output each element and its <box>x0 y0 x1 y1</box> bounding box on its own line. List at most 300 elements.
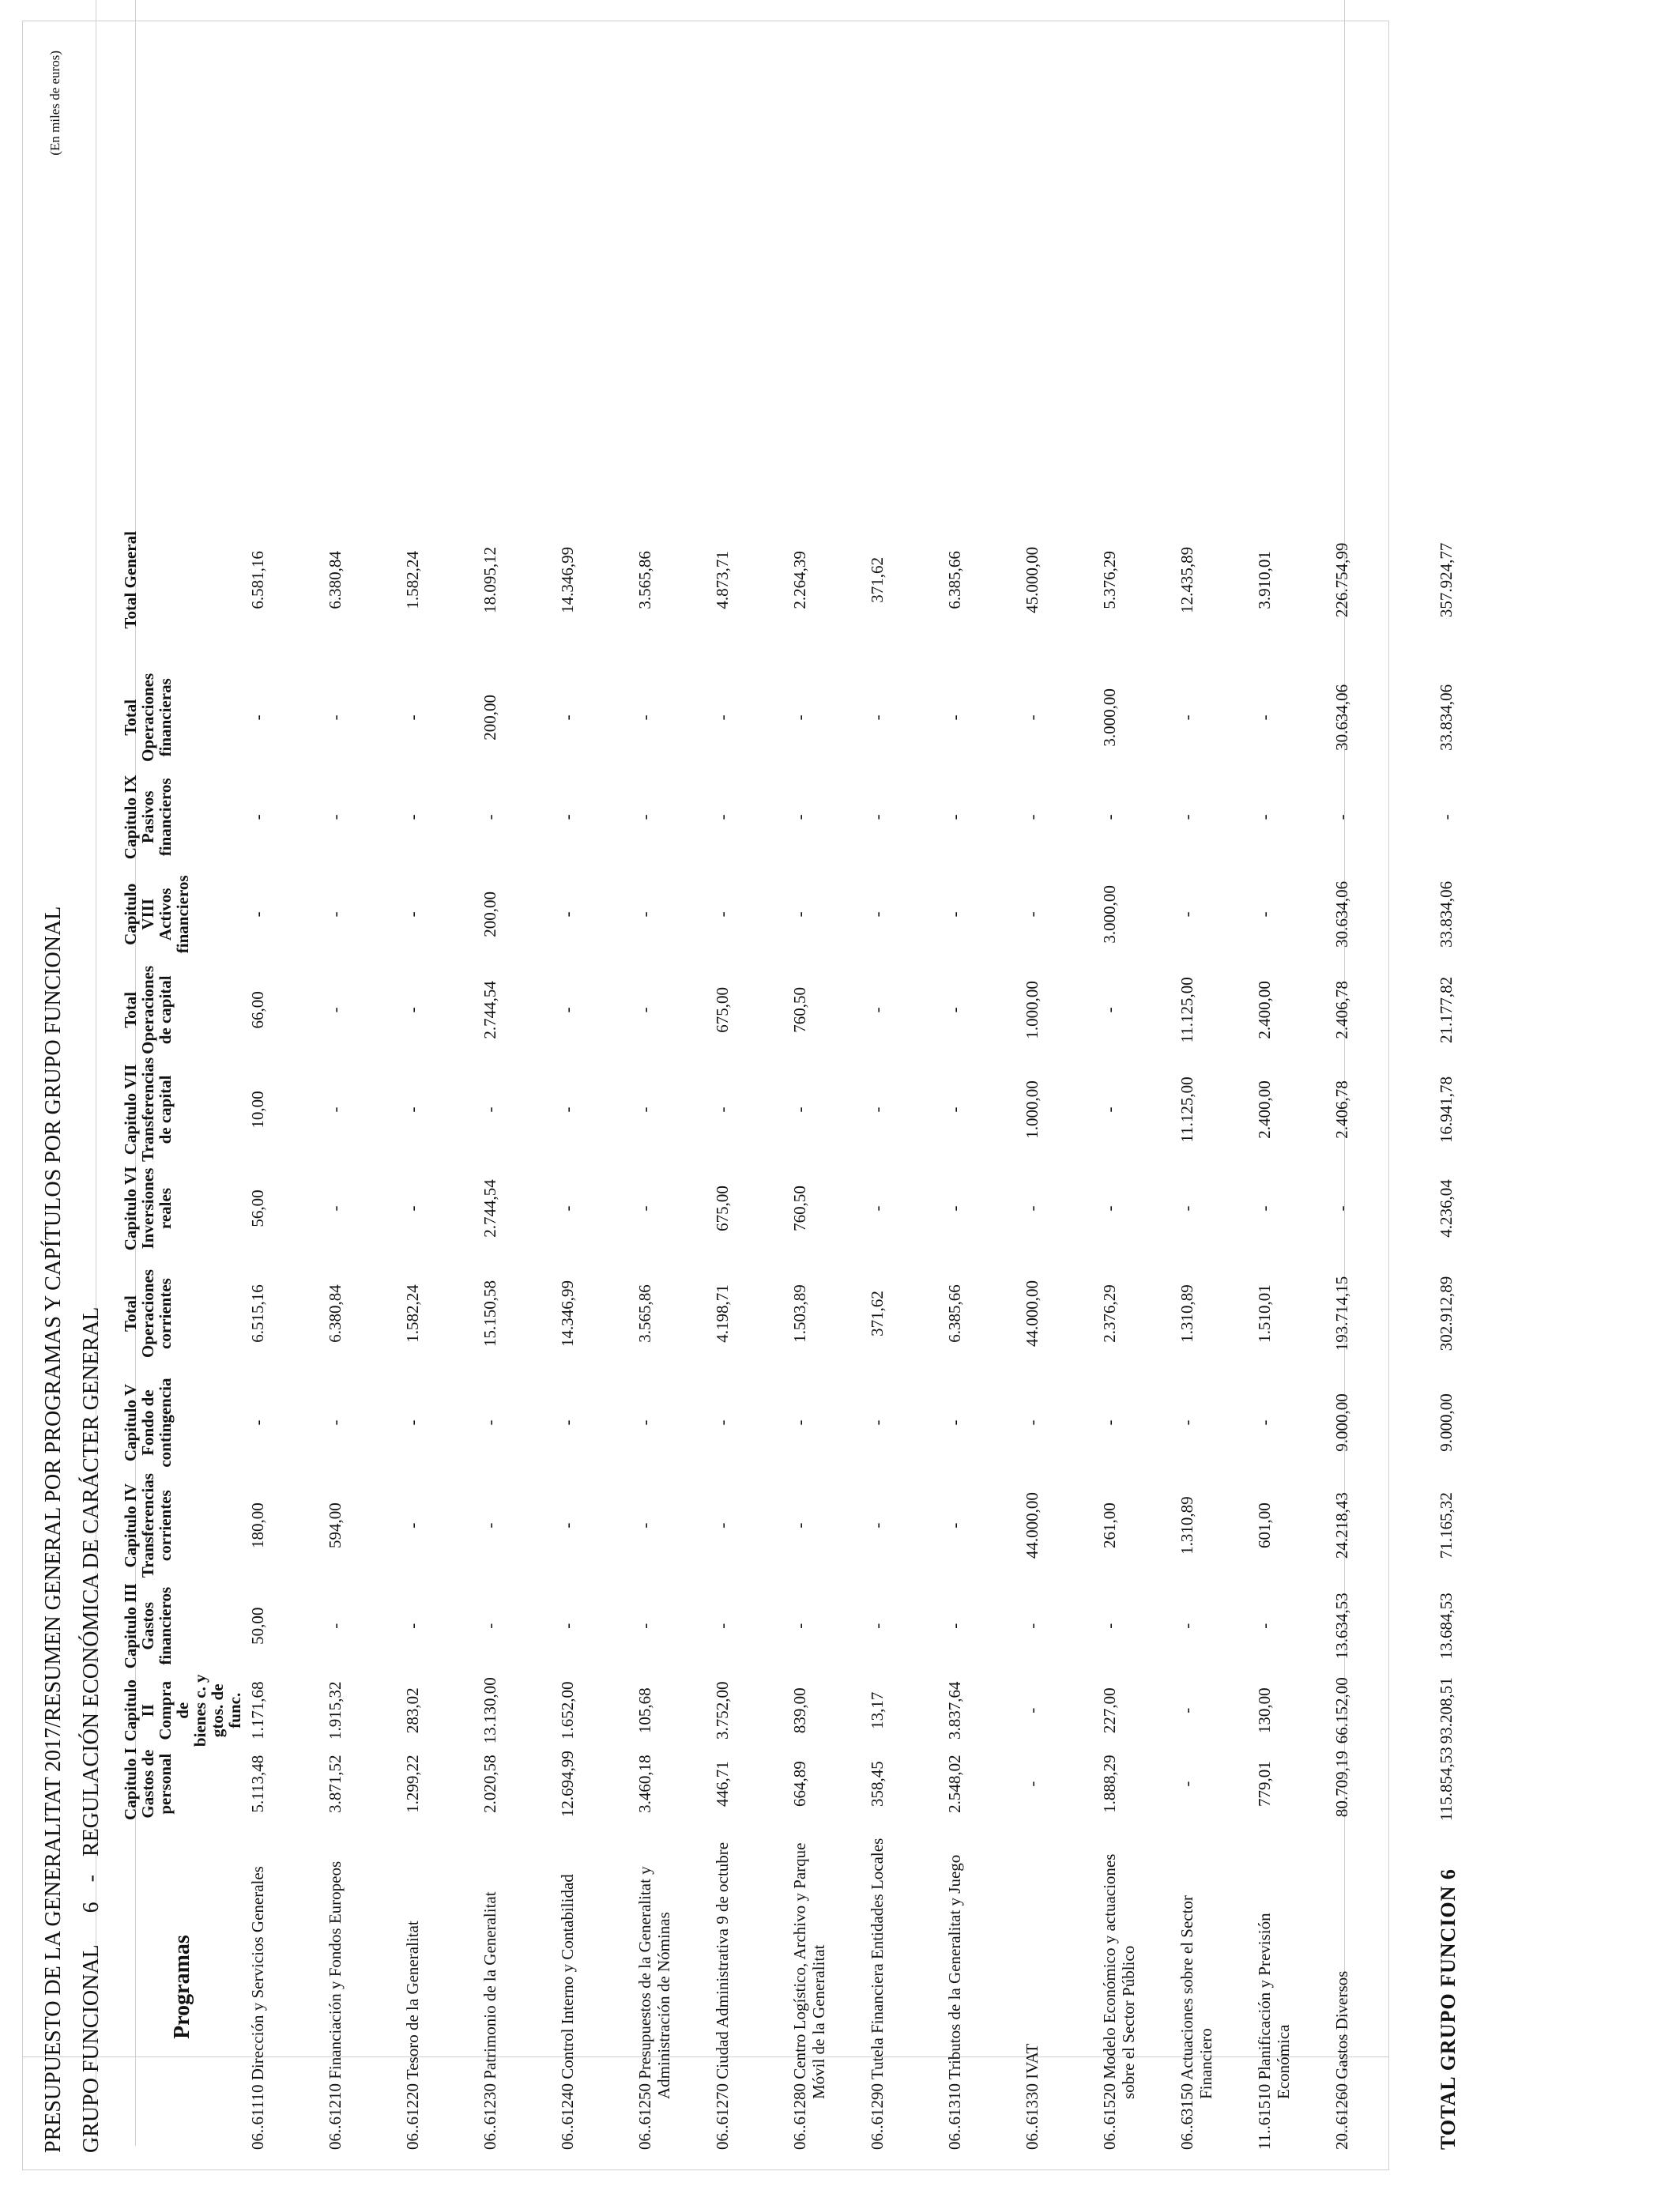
value-cell: 2.548,02 <box>945 1755 965 1813</box>
value-cell: 1.582,24 <box>403 1284 423 1343</box>
program-code: 06..61240 <box>558 2083 578 2150</box>
header-line: Compra de <box>156 1680 193 1740</box>
value-cell: - <box>326 814 345 820</box>
value-cell: - <box>558 1623 578 1629</box>
value-cell: - <box>945 814 965 820</box>
value-cell: 446,71 <box>713 1761 733 1808</box>
value-cell: - <box>1023 714 1042 721</box>
program-name-cell <box>1250 1821 1328 2153</box>
value-cell: 371,62 <box>868 1291 887 1336</box>
header-line: Capitulo VIII <box>121 883 158 945</box>
value-cell: 227,00 <box>1100 1687 1120 1734</box>
table-row <box>1328 242 1405 2153</box>
value-cell: 1.171,68 <box>248 1681 268 1740</box>
value-cell: 6.385,66 <box>945 1284 965 1343</box>
value-cell: 2.744,54 <box>480 1179 500 1238</box>
table-row <box>553 242 631 2153</box>
value-cell: 11.125,00 <box>1177 1076 1197 1143</box>
table-row <box>476 242 553 2153</box>
column-header-capitulo-vii <box>122 1057 243 1162</box>
value-cell: - <box>790 1106 810 1113</box>
program-code: 11..61510 <box>1255 2083 1275 2150</box>
spacer-cell <box>553 242 631 493</box>
value-cell: 601,00 <box>1255 1502 1275 1549</box>
column-header-capitulo-ix <box>122 768 243 866</box>
value-cell: - <box>248 911 268 918</box>
program-name: Presupuestos de la Generalitat y <box>635 1866 655 2079</box>
value-cell: 15.150,58 <box>480 1280 500 1348</box>
program-name: Actuaciones sobre el Sector <box>1177 1895 1197 2080</box>
value-cell: - <box>635 911 655 918</box>
value-cell: 66,00 <box>248 991 268 1029</box>
value-cell: 9.000,00 <box>1332 1393 1352 1452</box>
value-cell: 105,68 <box>635 1687 655 1734</box>
table-row <box>398 242 476 2153</box>
value-cell: - <box>868 911 887 918</box>
value-cell: - <box>868 1106 887 1113</box>
program-name: Gastos Diversos <box>1332 1970 1352 2079</box>
program-name-cell <box>631 1821 708 2153</box>
value-cell: - <box>945 1205 965 1212</box>
value-cell: - <box>868 1419 887 1426</box>
value-cell: 44.000,00 <box>1023 1280 1042 1348</box>
column-header-capitulo-i <box>122 1747 243 1821</box>
program-name-cell <box>398 1821 476 2153</box>
header-line: Capitulo IV <box>121 1483 140 1568</box>
value-cell: 760,50 <box>790 986 810 1033</box>
value-cell: - <box>558 1106 578 1113</box>
header-line: Operaciones <box>138 1269 158 1359</box>
program-name: Planificación y Previsión <box>1255 1913 1275 2080</box>
table-row <box>1018 242 1095 2153</box>
value-cell: - <box>326 911 345 918</box>
program-name: Financiación y Fondos Europeos <box>326 1860 345 2079</box>
value-cell: - <box>480 814 500 820</box>
value-cell: - <box>1255 911 1275 918</box>
value-cell: 839,00 <box>790 1687 810 1734</box>
value-cell: - <box>1023 1205 1042 1212</box>
value-cell: 193.714,15 <box>1332 1276 1352 1351</box>
header-line: reales <box>156 1188 175 1230</box>
value-cell: - <box>1023 911 1042 918</box>
value-cell: - <box>1177 911 1197 918</box>
value-cell: 200,00 <box>480 694 500 741</box>
value-cell: - <box>945 1623 965 1629</box>
column-header-total-capital <box>122 963 243 1057</box>
program-name: Administración de Nóminas <box>654 1912 674 2099</box>
value-cell: - <box>1100 814 1120 820</box>
header-line: Activos <box>156 888 175 941</box>
header-line: Capitulo I <box>121 1747 140 1820</box>
total-value-cell: 33.834,06 <box>1437 684 1456 751</box>
program-name: Tutela Financiera Entidades Locales <box>868 1838 887 2080</box>
value-cell: - <box>945 714 965 721</box>
value-cell: - <box>1255 1205 1275 1212</box>
value-cell: - <box>790 714 810 721</box>
header-line: Capitulo VI <box>121 1166 140 1251</box>
value-cell: - <box>790 1623 810 1629</box>
column-header-capitulo-v <box>122 1372 243 1473</box>
value-cell: - <box>480 1419 500 1426</box>
spacer-cell <box>785 242 863 493</box>
value-cell: - <box>1332 814 1352 820</box>
value-cell: - <box>1177 1623 1197 1629</box>
value-cell: 1.000,00 <box>1023 1080 1042 1139</box>
value-cell: - <box>868 714 887 721</box>
value-cell: 1.503,89 <box>790 1284 810 1343</box>
table-row <box>631 242 708 2153</box>
spacer-cell <box>476 242 553 493</box>
value-cell: 3.565,86 <box>635 551 655 609</box>
value-cell: 6.380,84 <box>326 1284 345 1343</box>
value-cell: - <box>403 1623 423 1629</box>
value-cell: - <box>1177 814 1197 820</box>
total-value-cell: 115.854,53 <box>1437 1747 1456 1821</box>
value-cell: 1.310,89 <box>1177 1284 1197 1343</box>
value-cell: - <box>1255 814 1275 820</box>
program-code: 06..63150 <box>1177 2083 1197 2150</box>
value-cell: - <box>403 814 423 820</box>
value-cell: - <box>403 1007 423 1013</box>
header-line: Transferencias <box>138 1473 158 1578</box>
total-value-cell: 357.924,77 <box>1437 542 1456 618</box>
header-line: Pasivos <box>138 790 158 844</box>
value-cell: - <box>480 1522 500 1529</box>
value-cell: 3.871,52 <box>326 1755 345 1813</box>
header-line: financieros <box>156 1586 175 1665</box>
value-cell: - <box>558 1205 578 1212</box>
program-name-cell <box>708 1821 785 2153</box>
value-cell: - <box>635 714 655 721</box>
value-cell: - <box>1100 1419 1120 1426</box>
value-cell: - <box>713 1522 733 1529</box>
program-name: IVAT <box>1023 2043 1042 2079</box>
program-code: 06..61290 <box>868 2083 887 2150</box>
table-row <box>1173 242 1250 2153</box>
total-value-cell: 302.912,89 <box>1437 1276 1456 1351</box>
value-cell: - <box>1100 1205 1120 1212</box>
value-cell: 3.910,01 <box>1255 551 1275 609</box>
value-cell: - <box>635 814 655 820</box>
column-header-capitulo-iii <box>122 1578 243 1674</box>
value-cell: - <box>248 714 268 721</box>
spacer-cell <box>398 242 476 493</box>
value-cell: - <box>790 1419 810 1426</box>
total-value-cell: 21.177,82 <box>1437 976 1456 1043</box>
total-label: TOTAL GRUPO FUNCION 6 <box>1437 1868 1460 2150</box>
value-cell: - <box>1255 714 1275 721</box>
header-line: financieros <box>156 778 175 857</box>
header-line: Operaciones <box>138 673 158 762</box>
total-value-cell: 16.941,78 <box>1437 1076 1456 1143</box>
grupo-name: REGULACIÓN ECONÓMICA DE CARÁCTER GENERAL <box>79 1306 104 1857</box>
value-cell: 594,00 <box>326 1502 345 1549</box>
value-cell: 13,17 <box>868 1691 887 1729</box>
value-cell: 3.752,00 <box>713 1681 733 1740</box>
header-line: contingencia <box>156 1378 175 1468</box>
header-line: de capital <box>156 1075 175 1144</box>
value-cell: - <box>1177 1707 1197 1713</box>
program-code: 06..61310 <box>945 2083 965 2150</box>
value-cell: 3.565,86 <box>635 1284 655 1343</box>
value-cell: 2.406,78 <box>1332 1080 1352 1139</box>
value-cell: - <box>635 1623 655 1629</box>
total-value-cell: 9.000,00 <box>1437 1393 1456 1452</box>
value-cell: 180,00 <box>248 1502 268 1549</box>
value-cell: 779,01 <box>1255 1761 1275 1808</box>
value-cell: 1.652,00 <box>558 1681 578 1740</box>
header-line: Gastos <box>138 1601 158 1650</box>
value-cell: - <box>326 1106 345 1113</box>
value-cell: 10,00 <box>248 1091 268 1129</box>
value-cell: 66.152,00 <box>1332 1677 1352 1744</box>
value-cell: - <box>1255 1623 1275 1629</box>
value-cell: 1.310,89 <box>1177 1496 1197 1555</box>
header-line: Capitulo III <box>121 1583 140 1669</box>
header-line: Total General <box>121 531 140 629</box>
value-cell: 283,02 <box>403 1687 423 1734</box>
value-cell: 5.113,48 <box>248 1755 268 1813</box>
program-name-cell <box>1173 1821 1250 2153</box>
value-cell: 45.000,00 <box>1023 546 1042 613</box>
value-cell: 18.095,12 <box>480 546 500 613</box>
value-cell: 13.130,00 <box>480 1677 500 1744</box>
value-cell: 44.000,00 <box>1023 1492 1042 1559</box>
value-cell: - <box>945 1419 965 1426</box>
value-cell: - <box>868 1623 887 1629</box>
budget-table <box>122 242 1516 2153</box>
value-cell: - <box>635 1419 655 1426</box>
value-cell: 2.376,29 <box>1100 1284 1120 1343</box>
value-cell: - <box>1100 1007 1120 1013</box>
value-cell: - <box>1023 1419 1042 1426</box>
value-cell: 14.346,99 <box>558 546 578 613</box>
value-cell: - <box>403 1419 423 1426</box>
value-cell: 24.218,43 <box>1332 1492 1352 1559</box>
header-line: Transferencias <box>138 1057 158 1163</box>
total-value-cell: 93.208,51 <box>1437 1677 1456 1744</box>
value-cell: - <box>403 1522 423 1529</box>
spacer-cell <box>631 242 708 493</box>
program-code: 20..61260 <box>1332 2083 1352 2150</box>
program-name: Tesoro de la Generalitat <box>403 1921 423 2080</box>
value-cell: 14.346,99 <box>558 1280 578 1348</box>
spacer-cell <box>1018 242 1095 493</box>
value-cell: 664,89 <box>790 1761 810 1808</box>
value-cell: 12.435,89 <box>1177 546 1197 613</box>
value-cell: - <box>403 1106 423 1113</box>
value-cell: 371,62 <box>868 556 887 603</box>
value-cell: - <box>558 1007 578 1013</box>
grupo-label: GRUPO FUNCIONAL <box>79 1945 104 2153</box>
value-cell: - <box>480 1623 500 1629</box>
spacer-cell <box>708 242 785 493</box>
value-cell: - <box>868 814 887 820</box>
value-cell: 6.515,16 <box>248 1284 268 1343</box>
program-name: Control Interno y Contabilidad <box>558 1874 578 2079</box>
header-line: personal <box>156 1753 175 1815</box>
value-cell: - <box>558 714 578 721</box>
total-row <box>1405 242 1516 2153</box>
value-cell: 2.020,58 <box>480 1755 500 1813</box>
spacer-cell <box>1250 242 1328 493</box>
value-cell: 2.400,00 <box>1255 1080 1275 1139</box>
program-name-cell <box>863 1821 940 2153</box>
header-line: bienes c. y <box>190 1674 210 1747</box>
program-name-cell <box>1328 1821 1405 2153</box>
program-code: 06..61330 <box>1023 2083 1042 2150</box>
program-name-cell <box>321 1821 398 2153</box>
value-cell: - <box>790 1522 810 1529</box>
value-cell: - <box>558 1419 578 1426</box>
value-cell: 675,00 <box>713 1186 733 1231</box>
column-header-total-general <box>122 493 243 667</box>
value-cell: - <box>713 911 733 918</box>
header-line: Total <box>121 991 140 1028</box>
value-cell: - <box>790 814 810 820</box>
value-cell: 358,45 <box>868 1761 887 1808</box>
program-name: Económica <box>1274 2024 1294 2099</box>
program-code: 06..61250 <box>635 2083 655 2150</box>
value-cell: - <box>713 1419 733 1426</box>
total-value-cell: 4.236,04 <box>1437 1179 1456 1238</box>
table-row <box>1250 242 1328 2153</box>
value-cell: 1.000,00 <box>1023 981 1042 1039</box>
value-cell: - <box>945 1106 965 1113</box>
total-value-cell: 71.165,32 <box>1437 1492 1456 1559</box>
program-name: Modelo Económico y actuaciones <box>1100 1853 1120 2079</box>
header-line: Total <box>121 1295 140 1333</box>
spacer-cell <box>321 242 398 493</box>
value-cell: - <box>403 1205 423 1212</box>
value-cell: - <box>248 814 268 820</box>
value-cell: 1.582,24 <box>403 551 423 609</box>
value-cell: - <box>1177 1205 1197 1212</box>
value-cell: - <box>945 1522 965 1529</box>
header-line: corrientes <box>156 1490 175 1562</box>
column-header-programas: Programas <box>170 1935 195 2039</box>
value-cell: 2.400,00 <box>1255 981 1275 1039</box>
value-cell: 1.888,29 <box>1100 1755 1120 1813</box>
value-cell: 4.873,71 <box>713 551 733 609</box>
value-cell: - <box>1100 1106 1120 1113</box>
program-name-cell <box>1095 1821 1173 2153</box>
program-code: 06..61220 <box>403 2083 423 2150</box>
value-cell: - <box>635 1522 655 1529</box>
value-cell: 5.376,29 <box>1100 551 1120 609</box>
value-cell: 760,50 <box>790 1186 810 1231</box>
value-cell: - <box>558 1522 578 1529</box>
value-cell: - <box>1177 714 1197 721</box>
value-cell: 2.264,39 <box>790 551 810 609</box>
value-cell: 3.460,18 <box>635 1755 655 1813</box>
header-line: Capitulo II <box>121 1679 158 1742</box>
value-cell: - <box>1100 1623 1120 1629</box>
value-cell: - <box>713 1623 733 1629</box>
value-cell: 1.299,22 <box>403 1755 423 1813</box>
table-row <box>243 242 321 2153</box>
value-cell: 200,00 <box>480 891 500 937</box>
header-line: Gastos de <box>138 1749 158 1819</box>
value-cell: 2.406,78 <box>1332 981 1352 1039</box>
value-cell: - <box>326 1419 345 1426</box>
program-name-cell <box>476 1821 553 2153</box>
spacer-cell <box>243 242 321 493</box>
header-line: corrientes <box>156 1278 175 1349</box>
spacer-cell <box>940 242 1018 493</box>
program-code: 06..61520 <box>1100 2083 1120 2150</box>
value-cell: 11.125,00 <box>1177 977 1197 1043</box>
table-row <box>863 242 940 2153</box>
program-name: Patrimonio de la Generalitat <box>480 1891 500 2079</box>
value-cell: - <box>1255 1419 1275 1426</box>
value-cell: 3.837,64 <box>945 1681 965 1740</box>
value-cell: 30.634,06 <box>1332 880 1352 948</box>
value-cell: - <box>945 1007 965 1013</box>
value-cell: 13.634,53 <box>1332 1593 1352 1660</box>
value-cell: - <box>1177 1419 1197 1426</box>
column-header-capitulo-vi <box>122 1162 243 1255</box>
grupo-dash: - <box>79 1875 104 1883</box>
header-line: Operaciones <box>138 965 158 1054</box>
table-row <box>785 242 863 2153</box>
value-cell: - <box>1023 1781 1042 1787</box>
value-cell: 1.915,32 <box>326 1681 345 1740</box>
value-cell: - <box>868 1522 887 1529</box>
value-cell: - <box>868 1205 887 1212</box>
header-line: Inversiones <box>138 1167 158 1250</box>
value-cell: 675,00 <box>713 986 733 1033</box>
total-value-cell: 13.684,53 <box>1437 1593 1456 1660</box>
value-cell: - <box>480 1106 500 1113</box>
value-cell: - <box>1023 1623 1042 1629</box>
value-cell: - <box>1177 1781 1197 1787</box>
value-cell: 6.385,66 <box>945 551 965 609</box>
column-header-capitulo-viii <box>122 866 243 963</box>
program-name: Financiero <box>1196 2028 1216 2099</box>
table-header-row <box>122 242 243 2153</box>
column-header-capitulo-iv <box>122 1473 243 1578</box>
value-cell: - <box>713 1106 733 1113</box>
program-name-cell <box>785 1821 863 2153</box>
header-line: Total <box>121 699 140 736</box>
program-code: 06..61110 <box>248 2084 268 2150</box>
header-line: financieras <box>156 678 175 757</box>
program-name-cell <box>243 1821 321 2153</box>
header-line: de capital <box>156 975 175 1045</box>
value-cell: 226.754,99 <box>1332 542 1352 618</box>
value-cell: - <box>403 911 423 918</box>
total-value-cell: 33.834,06 <box>1437 880 1456 948</box>
value-cell: - <box>635 1205 655 1212</box>
column-header-total-financieras <box>122 667 243 768</box>
program-code: 06..61210 <box>326 2083 345 2150</box>
value-cell: - <box>326 1007 345 1013</box>
header-line: Fondo de <box>138 1389 158 1456</box>
column-header-total-corrientes <box>122 1255 243 1372</box>
value-cell: 56,00 <box>248 1189 268 1227</box>
program-name: Móvil de la Generalitat <box>809 1944 829 2099</box>
header-line: Capitulo V <box>121 1383 140 1462</box>
table-row <box>940 242 1018 2153</box>
program-name-cell <box>1018 1821 1095 2153</box>
spacer-cell <box>1405 242 1516 493</box>
value-cell: - <box>1332 1205 1352 1212</box>
program-name: Centro Logístico, Archivo y Parque <box>790 1842 810 2079</box>
program-code: 06..61280 <box>790 2083 810 2150</box>
header-line: Capitulo IX <box>121 775 140 860</box>
value-cell: - <box>713 814 733 820</box>
